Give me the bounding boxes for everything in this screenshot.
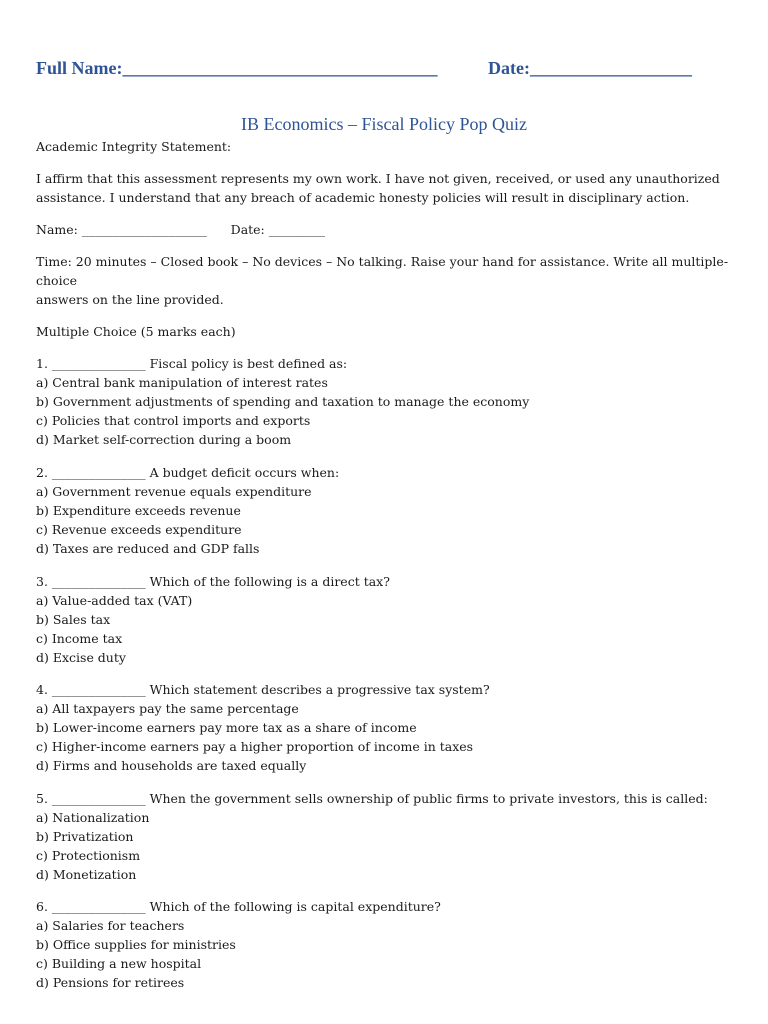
answer-option-b: b) Government adjustments of spending and taxation to manage the economy <box>36 394 530 409</box>
question-stem: 6. _______________ Which of the following is capital expenditure? <box>36 899 441 914</box>
question-stem: 3. _______________ Which of the following is a direct tax? <box>36 574 390 589</box>
instructions-line: Time: 20 minutes – Closed book – No devices – No talking. Raise your hand for assistance. Write all multiple-choice <box>36 254 729 288</box>
answer-option-a: a) Nationalization <box>36 810 150 825</box>
answer-option-c: c) Higher-income earners pay a higher proportion of income in taxes <box>36 739 474 754</box>
section-heading: Multiple Choice (5 marks each) <box>36 324 236 339</box>
answer-option-b: b) Sales tax <box>36 612 111 627</box>
answer-option-b: b) Expenditure exceeds revenue <box>36 503 241 518</box>
question-1 <box>36 354 736 449</box>
answer-option-a: a) Salaries for teachers <box>36 918 185 933</box>
question-stem: 1. _______________ Fiscal policy is best defined as: <box>36 356 348 371</box>
integrity-heading: Academic Integrity Statement: <box>36 139 232 154</box>
integrity-text-line: assistance. I understand that any breach of academic honesty policies will result in disciplinary action. <box>36 190 690 205</box>
date-field[interactable]: Date:__________________ <box>488 58 692 78</box>
question-6 <box>36 897 736 992</box>
instructions-line: answers on the line provided. <box>36 292 224 307</box>
integrity-statement <box>36 169 736 207</box>
answer-option-a: a) Value-added tax (VAT) <box>36 593 193 608</box>
answer-option-a: a) Central bank manipulation of interest rates <box>36 375 328 390</box>
question-stem: 4. _______________ Which statement describes a progressive tax system? <box>36 682 490 697</box>
answer-option-d: d) Monetization <box>36 867 137 882</box>
question-3 <box>36 572 736 667</box>
answer-option-d: d) Excise duty <box>36 650 126 665</box>
question-stem: 2. _______________ A budget deficit occurs when: <box>36 465 340 480</box>
question-5 <box>36 789 736 884</box>
name-date-line[interactable]: Name: ____________________ Date: _________ <box>36 222 325 237</box>
answer-option-b: b) Office supplies for ministries <box>36 937 236 952</box>
answer-option-a: a) All taxpayers pay the same percentage <box>36 701 299 716</box>
answer-option-d: d) Pensions for retirees <box>36 975 185 990</box>
answer-option-a: a) Government revenue equals expenditure <box>36 484 312 499</box>
page-title: IB Economics – Fiscal Policy Pop Quiz <box>241 114 527 134</box>
answer-option-c: c) Revenue exceeds expenditure <box>36 522 242 537</box>
answer-option-c: c) Protectionism <box>36 848 141 863</box>
answer-option-d: d) Market self-correction during a boom <box>36 432 292 447</box>
integrity-text-line: I affirm that this assessment represents my own work. I have not given, received, or used any unauthorized <box>36 171 720 186</box>
answer-option-d: d) Taxes are reduced and GDP falls <box>36 541 260 556</box>
answer-option-c: c) Income tax <box>36 631 123 646</box>
answer-option-c: c) Policies that control imports and exports <box>36 413 311 428</box>
instructions <box>36 252 736 309</box>
question-2 <box>36 463 736 558</box>
answer-option-b: b) Privatization <box>36 829 134 844</box>
full-name-field[interactable]: Full Name:___________________________________ <box>36 58 438 78</box>
question-4 <box>36 680 736 775</box>
answer-option-b: b) Lower-income earners pay more tax as a share of income <box>36 720 417 735</box>
header-row <box>36 58 736 84</box>
answer-option-c: c) Building a new hospital <box>36 956 202 971</box>
question-stem: 5. _______________ When the government sells ownership of public firms to private investors, this is called: <box>36 791 708 806</box>
answer-option-d: d) Firms and households are taxed equally <box>36 758 307 773</box>
